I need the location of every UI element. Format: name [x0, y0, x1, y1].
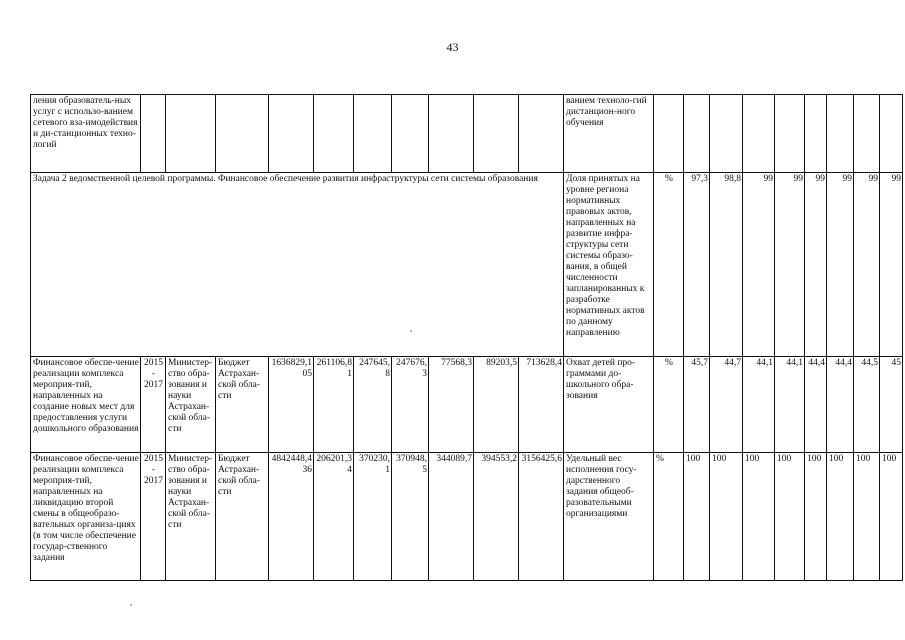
value-cell: 100 [710, 453, 743, 581]
value-cell: 99 [775, 173, 805, 357]
amount-cell: 344089,7 [429, 453, 474, 581]
unit-cell: % [654, 173, 684, 357]
funding-source-cell: Бюджет Астрахан-ской обла-сти [216, 357, 269, 453]
event-cell: Финансовое обеспе-чение реализации комплекса мероприя-тий, направленных на создание новых мест для предоставления услуги дошкольного образования [31, 357, 141, 453]
page-number: 43 [446, 40, 459, 54]
unit-cell: % [654, 453, 684, 581]
value-cell: 100 [880, 453, 903, 581]
amount-cell: 1636829,105 [269, 357, 314, 453]
funding-source-cell: Бюджет Астрахан-ской обла-сти [216, 453, 269, 581]
table-row [31, 357, 903, 453]
scan-speck [130, 604, 132, 606]
amount-cell: 394553,2 [474, 453, 519, 581]
years-cell: 2015 - 2017 [141, 357, 166, 453]
scan-speck [410, 330, 412, 332]
value-cell: 100 [743, 453, 775, 581]
value-cell: 45,7 [684, 357, 710, 453]
amount-cell: 713628,4 [519, 357, 564, 453]
amount-cell: 247645,8 [354, 357, 392, 453]
value-cell: 100 [684, 453, 710, 581]
value-cell: 44,7 [710, 357, 743, 453]
value-cell: 44,4 [827, 357, 854, 453]
program-table [30, 94, 903, 581]
amount-cell: 247676,3 [392, 357, 429, 453]
indicator-cell: ванием техноло-гий дистанцион-ного обучения [564, 95, 654, 173]
table-row [31, 95, 903, 173]
value-cell: 99 [743, 173, 775, 357]
indicator-cell: Доля принятых на уровне региона нормативных правовых актов, направленных на развитие инфра-структуры сети системы образо-вания, в общей численности запланированных к разработке нормативных актов по данному направлению [564, 173, 654, 357]
executor-cell: Министер-ство обра-зования и науки Астрахан-ской обла-сти [166, 453, 216, 581]
amount-cell: 3156425,6 [519, 453, 564, 581]
value-cell: 44,1 [775, 357, 805, 453]
executor-cell: Министер-ство обра-зования и науки Астрахан-ской обла-сти [166, 357, 216, 453]
value-cell: 100 [805, 453, 827, 581]
value-cell: 100 [827, 453, 854, 581]
value-cell: 44,5 [854, 357, 880, 453]
event-cell: Финансовое обеспе-чение реализации комплекса мероприя-тий, направленных на ликвидацию второй смены в общеобразо-вательных организа-циях (в том числе обеспечение государ-ственного задания [31, 453, 141, 581]
value-cell: 99 [854, 173, 880, 357]
amount-cell: 4842448,436 [269, 453, 314, 581]
value-cell: 99 [805, 173, 827, 357]
years-cell: 2015 - 2017 [141, 453, 166, 581]
value-cell: 99 [880, 173, 903, 357]
table-row [31, 173, 903, 357]
amount-cell: 370948,5 [392, 453, 429, 581]
table-row [31, 453, 903, 581]
amount-cell: 370230,1 [354, 453, 392, 581]
amount-cell: 77568,3 [429, 357, 474, 453]
amount-cell: 89203,5 [474, 357, 519, 453]
value-cell: 100 [775, 453, 805, 581]
amount-cell: 261106,81 [314, 357, 354, 453]
event-cell: ления образователь-ных услуг с использо-ванием сетевого вза-имодействия и ди-станционных техно-логий [31, 95, 141, 173]
value-cell: 44,4 [805, 357, 827, 453]
task-heading: Задача 2 ведомственной целевой программы. Финансовое обеспечение развития инфраструктуры сети системы образования [31, 173, 564, 357]
value-cell: 44,1 [743, 357, 775, 453]
indicator-cell: Удельный вес исполнения госу-дарственного задания общеоб-разовательными организациями [564, 453, 654, 581]
unit-cell: % [654, 357, 684, 453]
value-cell: 98,8 [710, 173, 743, 357]
value-cell: 99 [827, 173, 854, 357]
amount-cell: 206201,34 [314, 453, 354, 581]
indicator-cell: Охват детей про-граммами до-школьного обра-зования [564, 357, 654, 453]
value-cell: 45 [880, 357, 903, 453]
value-cell: 100 [854, 453, 880, 581]
value-cell: 97,3 [684, 173, 710, 357]
